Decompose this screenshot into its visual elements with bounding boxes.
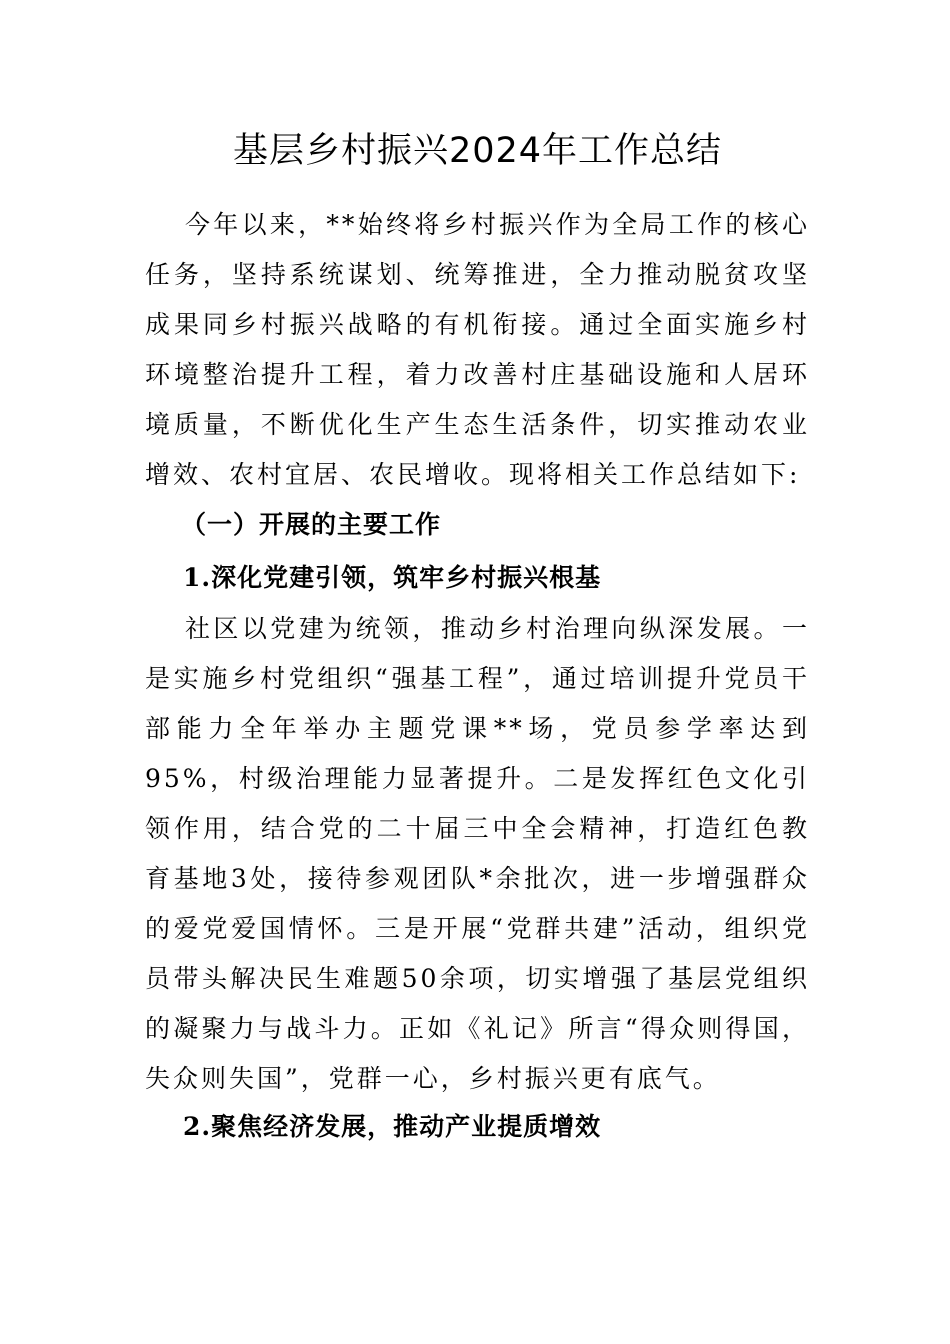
intro-paragraph: 今年以来，**始终将乡村振兴作为全局工作的核心任务，坚持系统谋划、统筹推进，全力推动脱贫攻坚成果同乡村振兴战略的有机衔接。通过全面实施乡村环境整治提升工程，着力改善村庄基础设施和人居环境质量，不断优化生产生态生活条件，切实推动农业增效、农村宜居、农民增收。现将相关工作总结如下: (145, 210, 810, 489)
section-heading: （一）开展的主要工作 (181, 510, 442, 539)
subsection-heading-2: 2.聚焦经济发展，推动产业提质增效 (183, 1112, 602, 1141)
subsection-body-1: 社区以党建为统领，推动乡村治理向纵深发展。一是实施乡村党组织“强基工程”，通过培训提升党员干部能力全年举办主题党课**场，党员参学率达到95%，村级治理能力显著提升。二是发挥红色文化引领作用，结合党的二十届三中全会精神，打造红色教育基地3处，接待参观团队*余批次，进一步增强群众的爱党爱国情怀。三是开展“党群共建”活动，组织党员带头解决民生难题50余项，切实增强了基层党组织的凝聚力与战斗力。正如《礼记》所言“得众则得国，失众则失国”，党群一心，乡村振兴更有底气。 (145, 614, 810, 1093)
document-title: 基层乡村振兴2024年工作总结 (232, 131, 723, 171)
subsection-heading-1: 1.深化党建引领，筑牢乡村振兴根基 (183, 563, 602, 592)
